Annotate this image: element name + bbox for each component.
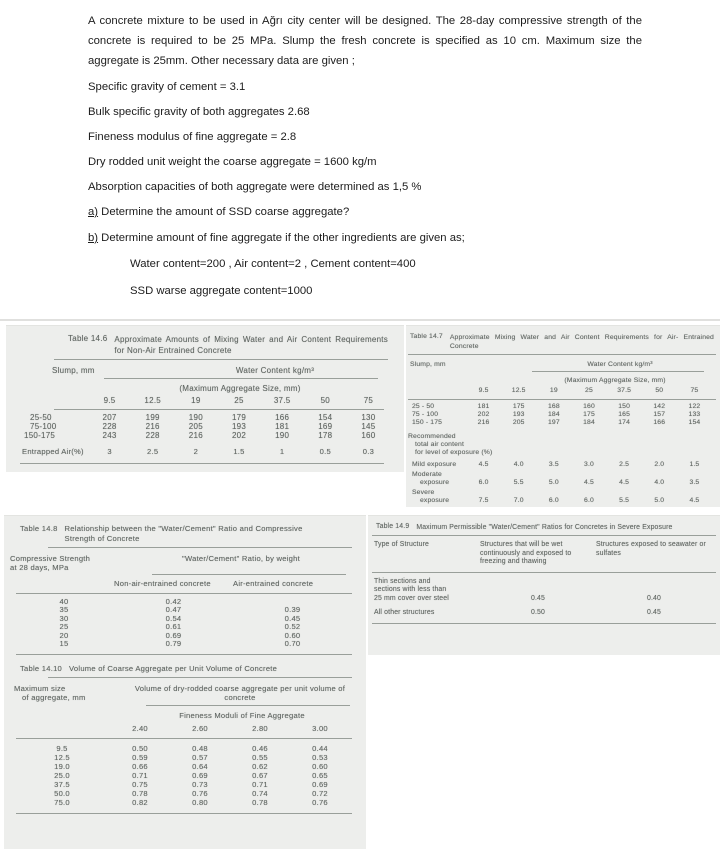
- cell: 5.0: [548, 479, 559, 486]
- exposure-label: Moderate exposure: [412, 471, 450, 486]
- strength-value: 25: [59, 622, 69, 631]
- cell: 157: [653, 411, 666, 418]
- table-14-7-header: [410, 361, 710, 368]
- divider: [146, 705, 350, 706]
- cell: 0.44: [312, 743, 328, 753]
- question-b-label: b): [88, 232, 99, 244]
- cell: 0.42: [165, 596, 182, 606]
- spacer: [14, 580, 114, 589]
- cell: 2.0: [654, 461, 665, 468]
- cell: 228: [145, 431, 160, 440]
- divider: [372, 623, 716, 624]
- cell: 228: [102, 422, 117, 431]
- cell: 193: [512, 411, 525, 418]
- size-value: 19.0: [54, 761, 70, 771]
- cell: 166: [275, 413, 290, 422]
- cell: 5.5: [619, 497, 630, 504]
- cell: 160: [361, 431, 376, 440]
- table-14-10-header: [14, 684, 348, 702]
- cell: 181: [275, 422, 290, 431]
- slump-range: 75-100: [30, 422, 57, 431]
- cell: 166: [653, 419, 666, 426]
- cell: 205: [512, 419, 525, 426]
- cell: 6.0: [584, 497, 594, 504]
- cell: 2.5: [147, 447, 159, 456]
- cell: 0.66: [132, 761, 148, 771]
- cell: 0.74: [252, 788, 268, 798]
- non-air-entrained-header: Non-air-entrained concrete: [114, 579, 211, 588]
- table-14-9-caption: [376, 523, 714, 532]
- cell: 7.5: [478, 497, 489, 504]
- size-col: 75: [363, 396, 374, 405]
- size-row: [412, 387, 712, 395]
- cell: 202: [231, 431, 247, 440]
- entrapped-air-label: Entrapped Air(%): [22, 447, 84, 456]
- cell: 181: [477, 403, 490, 410]
- cell: 178: [318, 431, 333, 440]
- slump-range: 25 - 50: [412, 403, 435, 410]
- cell: 0.45: [646, 609, 661, 616]
- seawater-sulfates-header: Structures exposed to seawater or sulfates: [596, 541, 706, 557]
- type-of-structure-header: Type of Structure: [374, 541, 430, 548]
- cell: 179: [231, 413, 247, 422]
- modulus-col: 3.00: [312, 723, 328, 733]
- divider: [408, 354, 716, 355]
- table-14-6-header: [52, 366, 388, 375]
- divider: [532, 371, 704, 372]
- given-line: Fineness modulus of fine aggregate = 2.8: [88, 131, 297, 143]
- cell: 1.5: [689, 461, 700, 468]
- cell: 184: [547, 411, 560, 418]
- divider: [16, 593, 352, 594]
- spacer: [18, 396, 88, 405]
- cell: 193: [231, 422, 247, 431]
- wc-ratio-header: "Water/Cement" Ratio, by weight: [182, 554, 300, 563]
- cell: 3.5: [689, 479, 700, 486]
- divider: [408, 399, 716, 400]
- cell: 205: [188, 422, 203, 431]
- note-line: total air content: [415, 441, 465, 448]
- cell: 0.76: [192, 788, 208, 798]
- slump-range: 150 - 175: [412, 419, 443, 426]
- table-14-9-number: Table 14.9: [376, 523, 410, 530]
- cell: 243: [102, 431, 117, 440]
- cell: 160: [583, 403, 595, 410]
- aggregate-size-header: (Maximum Aggregate Size, mm): [564, 377, 666, 384]
- divider: [372, 535, 716, 536]
- note-line: Recommended: [408, 433, 456, 440]
- cell: 5.0: [654, 497, 665, 504]
- cell: 0.3: [362, 447, 375, 456]
- cell: 0.45: [284, 613, 301, 623]
- cell: 130: [361, 413, 376, 422]
- cell: 1: [279, 447, 285, 456]
- question-b-text: Determine amount of fine aggregate if the other ingredients are given as;: [98, 232, 465, 244]
- cell: 0.60: [312, 761, 328, 771]
- given-line: Dry rodded unit weight the coarse aggregate = 1600 kg/m: [88, 156, 377, 168]
- divider: [54, 409, 384, 410]
- cell: 0.71: [252, 779, 268, 789]
- dry-rodded-volume-header: Volume of dry-rodded coarse aggregate per unit volume of concrete: [134, 683, 346, 702]
- strength-value: 40: [59, 596, 69, 606]
- table-14-8-title: Relationship between the "Water/Cement" Ratio and Compressive Strength of Concrete: [64, 524, 303, 543]
- size-col: 25: [234, 396, 244, 405]
- table-row: [18, 413, 390, 422]
- given-ssd-aggregate: SSD warse aggregate content=1000: [130, 285, 313, 297]
- table-14-7-number: Table 14.7: [410, 333, 443, 340]
- table-row: [374, 609, 712, 617]
- cell: 216: [145, 422, 160, 431]
- cell: 0.46: [252, 743, 268, 753]
- cell: 4.0: [654, 479, 665, 486]
- fineness-moduli-header: Fineness Moduli of Fine Aggregate: [179, 710, 305, 720]
- size-col: 50: [320, 396, 330, 405]
- cell: 0.60: [284, 630, 301, 640]
- cell: 0.69: [312, 779, 328, 789]
- modulus-col: 2.60: [192, 723, 208, 733]
- cell: 169: [318, 422, 333, 431]
- question-a-text: Determine the amount of SSD coarse aggregate?: [98, 206, 350, 218]
- cell: 0.48: [192, 743, 208, 753]
- exposure-row: [412, 461, 712, 469]
- question-a: [88, 204, 642, 230]
- table-row: [412, 419, 712, 427]
- cell: 199: [145, 413, 160, 422]
- water-content-header: Water Content kg/m³: [235, 366, 315, 375]
- table-14-8-caption: [20, 524, 348, 544]
- cell: 2.5: [619, 461, 630, 468]
- cell: 3: [107, 447, 112, 456]
- cell: 168: [547, 403, 560, 410]
- table-14-10-number: Table 14.10: [20, 663, 63, 673]
- cell: 3.5: [548, 461, 559, 468]
- aggregate-size-header: (Maximum Aggregate Size, mm): [179, 384, 301, 393]
- cell: 175: [583, 411, 595, 418]
- cell: 0.69: [192, 770, 208, 780]
- exposure-row: [412, 489, 712, 505]
- table-14-8-number: Table 14.8: [20, 524, 58, 533]
- table-row: [14, 798, 350, 807]
- slump-header: Slump, mm: [410, 361, 446, 368]
- cell: 0.54: [165, 613, 182, 623]
- table-row: [14, 771, 350, 780]
- table-row: [14, 789, 350, 798]
- tables-14-8-and-14-10: [4, 515, 366, 849]
- cell: 145: [361, 422, 376, 431]
- exposure-label: Severe exposure: [412, 489, 450, 504]
- cell: 154: [688, 419, 701, 426]
- divider: [16, 813, 352, 814]
- cell: 0.57: [192, 752, 208, 762]
- slump-range: 75 - 100: [412, 411, 439, 418]
- size-value: 75.0: [54, 797, 70, 807]
- table-14-6-caption: [68, 334, 388, 356]
- divider: [16, 738, 352, 739]
- entrapped-air-row: [18, 447, 390, 456]
- cell: 122: [688, 403, 701, 410]
- size-col: 19: [191, 396, 201, 405]
- size-col: 75: [690, 387, 699, 394]
- given-line: Specific gravity of cement = 3.1: [88, 81, 246, 93]
- problem-statement: [88, 11, 642, 310]
- cell: 0.61: [165, 622, 182, 631]
- cell: 0.82: [132, 797, 148, 807]
- table-14-6: [6, 325, 404, 472]
- size-col: 25: [585, 387, 593, 394]
- table-row: [412, 411, 712, 419]
- problem-paragraph: A concrete mixture to be used in Ağrı city center will be designed. The 28-day compressive strength of the concrete is required to be 25 MPa. Slump the fresh concrete is specified as 10 cm. Maximum size the aggregate is 25mm. Other necessary data are given ;: [88, 15, 642, 67]
- cell: 0.50: [530, 609, 545, 616]
- cell: 207: [102, 413, 117, 422]
- section-divider: [0, 319, 720, 321]
- cell: 0.67: [252, 770, 268, 780]
- moduli-row: [14, 724, 350, 733]
- size-col: 9.5: [478, 387, 489, 394]
- cell: 133: [688, 411, 701, 418]
- size-value: 12.5: [54, 752, 70, 762]
- cell: 0.73: [192, 779, 208, 789]
- size-col: 12.5: [144, 396, 161, 405]
- cell: 6.0: [548, 497, 559, 504]
- air-content-note: [408, 433, 720, 457]
- size-col: 50: [655, 387, 664, 394]
- cell: 0.75: [132, 779, 148, 789]
- cell: 0.45: [530, 595, 545, 602]
- cell: 2: [193, 447, 199, 456]
- size-row: [18, 396, 390, 405]
- cell: 0.53: [312, 752, 328, 762]
- wet-freeze-thaw-header: Structures that will be wet continuously and exposed to freezing and thawing: [480, 541, 572, 565]
- size-col: 37.5: [273, 396, 291, 405]
- cell: 0.78: [132, 788, 148, 798]
- table-row: [374, 578, 712, 604]
- cell: 0.72: [312, 788, 328, 798]
- strength-value: 15: [59, 639, 69, 648]
- cell: 7.0: [513, 497, 524, 504]
- table-14-10-caption: [20, 664, 348, 674]
- cell: 216: [188, 431, 203, 440]
- table-14-6-number: Table 14.6: [68, 334, 108, 343]
- size-value: 37.5: [54, 779, 70, 789]
- cell: 175: [512, 403, 525, 410]
- cell: 4.5: [619, 479, 630, 486]
- spacer: [14, 724, 110, 733]
- cell: 0.39: [284, 605, 301, 614]
- cell: 4.5: [689, 497, 700, 504]
- size-col: 9.5: [103, 396, 116, 405]
- cell: 150: [618, 403, 631, 410]
- table-14-9-title: Maximum Permissible "Water/Cement" Ratios for Concretes in Severe Exposure: [416, 524, 673, 531]
- table-14-9-header: [374, 541, 712, 567]
- strength-value: 30: [59, 613, 69, 623]
- water-content-header: Water Content kg/m³: [587, 361, 653, 368]
- table-14-10-title: Volume of Coarse Aggregate per Unit Volume of Concrete: [69, 663, 278, 673]
- cell: 0.69: [165, 630, 182, 640]
- cell: 6.0: [478, 479, 489, 486]
- cell: 0.76: [312, 797, 328, 807]
- size-col: 19: [549, 387, 558, 394]
- strength-value: 20: [59, 630, 69, 640]
- given-line: Absorption capacities of both aggregate were determined as 1,5 %: [88, 181, 422, 193]
- cell: 4.5: [478, 461, 489, 468]
- cell: 3.0: [584, 461, 594, 468]
- cell: 0.79: [165, 639, 182, 648]
- table-14-9: [368, 515, 720, 655]
- divider: [48, 677, 352, 678]
- max-size-header: Maximum size of aggregate, mm: [14, 683, 86, 702]
- cell: 4.5: [584, 479, 594, 486]
- cell: 0.80: [192, 797, 208, 807]
- structure-type: Thin sections and sections with less than 25 mm cover over steel: [374, 577, 449, 602]
- cell: 1.5: [233, 447, 245, 456]
- divider: [104, 378, 378, 379]
- question-a-label: a): [88, 206, 99, 218]
- cell: 184: [583, 419, 595, 426]
- table-14-7-title: Approximate Mixing Water and Air Content Requirements for Air- Entrained Concrete: [449, 334, 714, 350]
- table-row: [412, 403, 712, 411]
- cell: 154: [318, 413, 333, 422]
- exposure-row: [412, 471, 712, 487]
- cell: 0.55: [252, 752, 268, 762]
- cell: 0.78: [252, 797, 268, 807]
- cell: 0.70: [284, 639, 301, 648]
- cell: 0.47: [165, 605, 182, 614]
- slump-range: 25-50: [30, 413, 52, 422]
- divider: [372, 572, 716, 573]
- cell: 0.62: [252, 761, 268, 771]
- strength-value: 35: [59, 605, 69, 614]
- cell: 216: [477, 419, 490, 426]
- cell: 0.52: [284, 622, 301, 631]
- size-value: 50.0: [54, 788, 70, 798]
- size-value: 9.5: [56, 743, 68, 753]
- size-col: 37.5: [617, 387, 632, 394]
- slump-header: Slump, mm: [52, 366, 95, 375]
- given-line: Bulk specific gravity of both aggregates 2.68: [88, 106, 310, 118]
- modulus-col: 2.80: [252, 723, 268, 733]
- divider: [20, 463, 384, 464]
- given-contents: Water content=200 , Air content=2 , Cement content=400: [130, 258, 416, 270]
- divider: [48, 547, 352, 548]
- cell: 190: [275, 431, 290, 440]
- divider: [54, 359, 388, 360]
- table-row: [14, 640, 352, 649]
- table-row: [18, 422, 390, 431]
- divider: [16, 654, 352, 655]
- strength-header: Compressive Strength at 28 days, MPa: [10, 554, 91, 572]
- cell: 0.50: [132, 743, 148, 753]
- cell: 142: [653, 403, 666, 410]
- table-row: [14, 762, 350, 771]
- table-14-7-caption: [410, 333, 714, 351]
- note-line: for level of exposure (%): [415, 449, 493, 456]
- table-row: [14, 780, 350, 789]
- question-b: [88, 230, 642, 256]
- table-row: [18, 431, 390, 440]
- table-14-7: [406, 325, 720, 507]
- slump-range: 150-175: [24, 431, 56, 440]
- divider: [152, 574, 346, 575]
- table-row: [14, 744, 350, 753]
- size-col: 12.5: [511, 387, 526, 394]
- size-value: 25.0: [54, 770, 70, 780]
- cell: 197: [547, 419, 560, 426]
- table-row: [14, 753, 350, 762]
- modulus-col: 2.40: [132, 723, 148, 733]
- cell: 0.71: [132, 770, 148, 780]
- cell: 174: [618, 419, 631, 426]
- table-14-8-header: [10, 554, 346, 572]
- subheader-row: [14, 580, 352, 589]
- spacer: [412, 387, 466, 395]
- cell: 0.64: [192, 761, 208, 771]
- cell: 0.40: [646, 595, 661, 602]
- cell: 0.5: [319, 447, 331, 456]
- cell: 190: [188, 413, 203, 422]
- cell: 165: [618, 411, 631, 418]
- structure-type: All other structures: [374, 609, 435, 616]
- cell: 4.0: [513, 461, 524, 468]
- cell: 5.5: [513, 479, 524, 486]
- cell: 0.59: [132, 752, 148, 762]
- air-entrained-header: Air-entrained concrete: [233, 579, 314, 588]
- exposure-label: Mild exposure: [412, 461, 457, 468]
- cell: 202: [477, 411, 490, 418]
- table-14-6-title: Approximate Amounts of Mixing Water and Air Content Requirements for Non-Air Entrained Concrete: [114, 335, 388, 355]
- cell: 0.65: [312, 770, 328, 780]
